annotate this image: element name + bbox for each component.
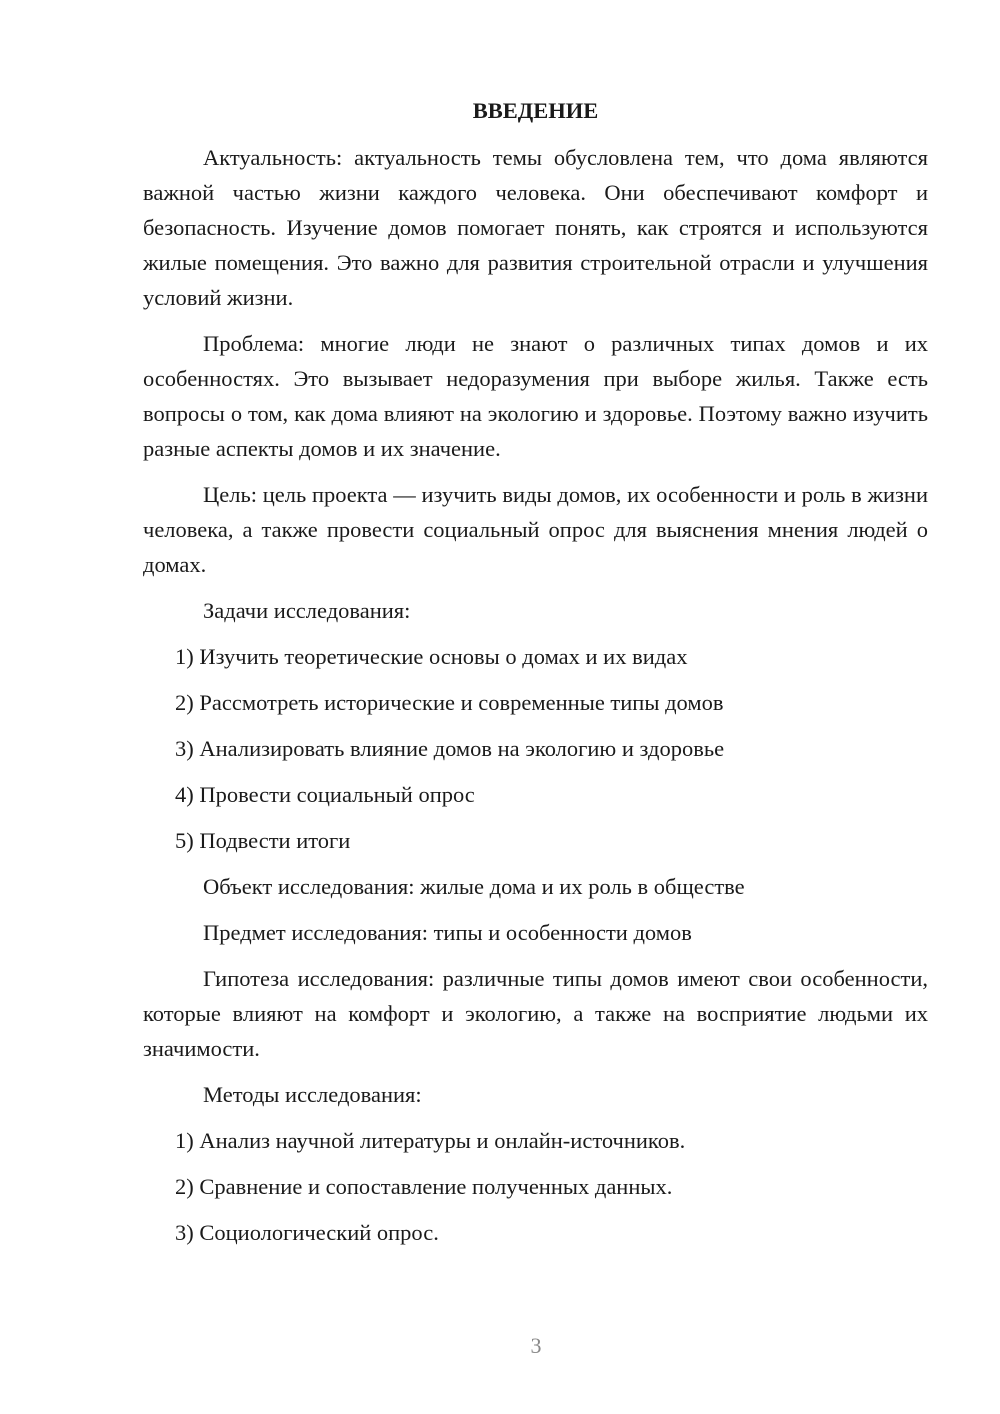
relevance-paragraph: Актуальность: актуальность темы обусловлена тем, что дома являются важной частью жизни каждого человека. Они обеспечивают комфорт и безопасность. Изучение домов помогает понять, как строятся и используются жилые помещения. Это важно для развития строительной отрасли и улучшения условий жизни. <box>143 145 928 310</box>
goal-paragraph: Цель: цель проекта — изучить виды домов, их особенности и роль в жизни человека, а также провести социальный опрос для выяснения мнения людей о домах. <box>143 482 928 577</box>
methods-list <box>143 1123 928 1250</box>
problem-paragraph: Проблема: многие люди не знают о различных типах домов и их особенностях. Это вызывает недоразумения при выборе жилья. Также есть вопросы о том, как дома влияют на экологию и здоровье. Поэтому важно изучить разные аспекты домов и их значение. <box>143 331 928 461</box>
object-line: Объект исследования: жилые дома и их роль в обществе <box>203 874 745 899</box>
method-item: 3) Социологический опрос. <box>175 1220 439 1245</box>
page-number: 3 <box>530 1333 542 1358</box>
section-title: ВВЕДЕНИЕ <box>472 98 599 123</box>
tasks-heading: Задачи исследования: <box>203 598 411 623</box>
method-item: 2) Сравнение и сопоставление полученных данных. <box>175 1174 673 1199</box>
task-item: 4) Провести социальный опрос <box>175 782 475 807</box>
task-item: 3) Анализировать влияние домов на экологию и здоровье <box>175 736 725 761</box>
task-item: 1) Изучить теоретические основы о домах и их видах <box>175 644 688 669</box>
method-item: 1) Анализ научной литературы и онлайн-источников. <box>175 1128 686 1153</box>
document-page <box>143 95 928 1261</box>
task-item: 5) Подвести итоги <box>175 828 351 853</box>
tasks-list <box>143 639 928 858</box>
methods-heading: Методы исследования: <box>203 1082 422 1107</box>
task-item: 2) Рассмотреть исторические и современные типы домов <box>175 690 724 715</box>
subject-line: Предмет исследования: типы и особенности домов <box>203 920 692 945</box>
hypothesis-paragraph: Гипотеза исследования: различные типы домов имеют свои особенности, которые влияют на комфорт и экологию, а также на восприятие людьми их значимости. <box>143 966 928 1061</box>
